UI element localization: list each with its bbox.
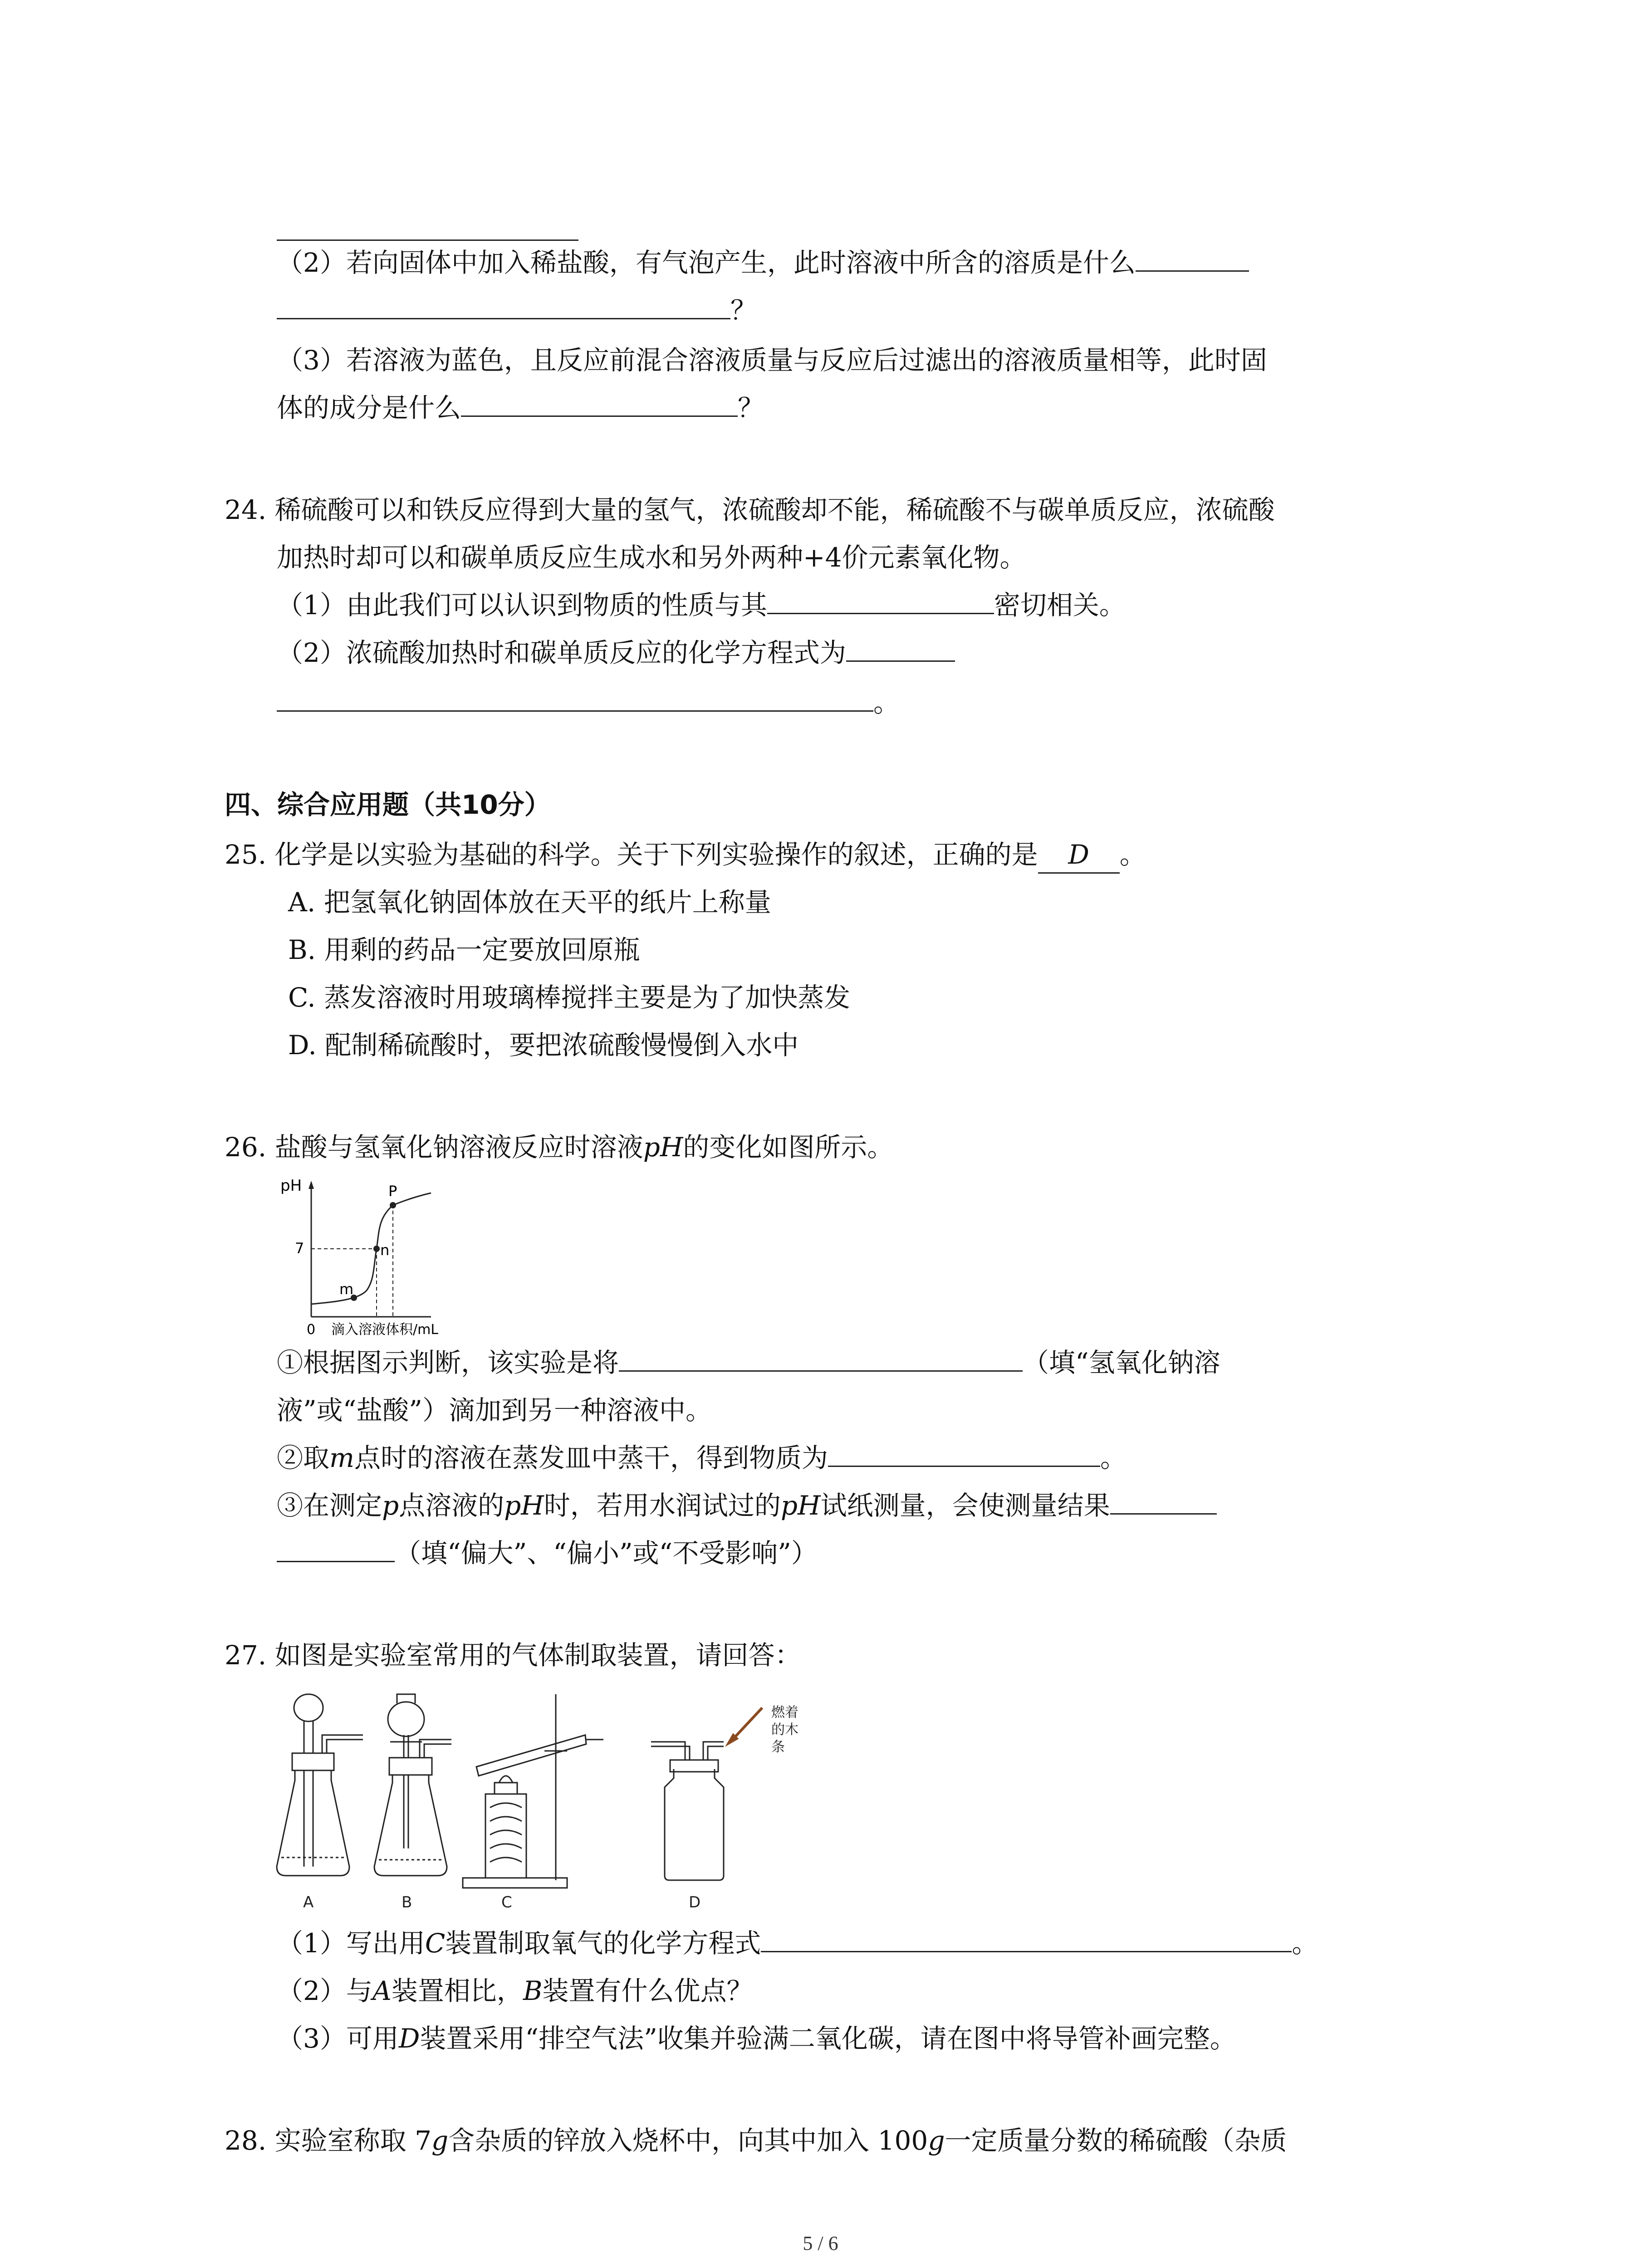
q24-part1: （1）由此我们可以认识到物质的性质与其 密切相关。 (277, 587, 1126, 623)
option-b: B. 用剩的药品一定要放回原瓶 (288, 934, 640, 965)
y-axis-label: pH (280, 1177, 302, 1195)
point-p (390, 1202, 396, 1208)
q23-part3-cont: 体的成分是什么 ？ (277, 390, 764, 425)
point-n (373, 1246, 380, 1252)
q26-stem: 26. 盐酸与氢氧化钠溶液反应时溶液pH的变化如图所示。 (225, 1132, 894, 1163)
answer-blank[interactable] (619, 1346, 1023, 1372)
apparatus-figure (272, 1685, 885, 1921)
q24-stem-cont: 加热时却可以和碳单质反应生成水和另外两种+4价元素氧化物。 (277, 542, 1026, 573)
label-n: n (380, 1242, 390, 1259)
label-b: B (402, 1893, 412, 1911)
stick-label-2: 的木 (771, 1722, 798, 1738)
q23-part3: （3）若溶液为蓝色，且反应前混合溶液质量与反应后过滤出的溶液质量相等，此时固 (277, 345, 1267, 376)
q23-part2: （2）若向固体中加入稀盐酸，有气泡产生，此时溶液中所含的溶质是什么 (277, 245, 1249, 280)
apparatus-svg (272, 1685, 885, 1921)
q27-part2: （2）与A装置相比，B装置有什么优点？ (277, 1975, 753, 2006)
label-c: C (501, 1893, 512, 1911)
label-m: m (339, 1281, 354, 1298)
q26-sub1-cont: 液”或“盐酸”）滴加到另一种溶液中。 (277, 1395, 712, 1426)
y-tick-7: 7 (295, 1240, 304, 1257)
answer-blank[interactable] (1136, 246, 1249, 272)
option-d: D. 配制稀硫酸时，要把浓硫酸慢慢倒入水中 (288, 1030, 799, 1061)
label-d: D (689, 1893, 701, 1911)
answer-blank[interactable] (767, 588, 994, 614)
q27-part3: （3）可用D装置采用“排空气法”收集并验满二氧化碳，请在图中将导管补画完整。 (277, 2023, 1236, 2054)
answer-blank[interactable] (1110, 1489, 1217, 1515)
apparatus-a (277, 1694, 363, 1876)
stick-label-1: 燃着 (771, 1705, 798, 1721)
answer-blank[interactable] (761, 1926, 1292, 1952)
answer-blank[interactable] (277, 686, 873, 712)
ph-chart-svg (272, 1173, 449, 1336)
q24-part2-cont: 。 (277, 685, 900, 720)
page-number: 5 / 6 (803, 2232, 838, 2254)
q23-part2-cont: ？ (277, 293, 757, 328)
q24-part2: （2）浓硫酸加热时和碳单质反应的化学方程式为 (277, 635, 955, 670)
stick-label-3: 条 (771, 1739, 785, 1755)
answer-blank[interactable] (828, 1441, 1100, 1467)
q26-sub2: ②取m点时的溶液在蒸发皿中蒸干，得到物质为 。 (277, 1440, 1127, 1476)
answer-blank-top[interactable] (277, 240, 578, 241)
q25-stem: 25. 化学是以实验为基础的科学。关于下列实验操作的叙述，正确的是 D 。 (225, 837, 1146, 874)
q28-stem: 28. 实验室称取 7g含杂质的锌放入烧杯中，向其中加入 100g一定质量分数的稀硫酸（杂质 (225, 2125, 1287, 2156)
q26-sub1: ①根据图示判断，该实验是将 （填“氢氧化钠溶 (277, 1345, 1220, 1380)
section-title: 四、综合应用题（共10分） (225, 789, 551, 820)
apparatus-d (651, 1708, 762, 1880)
answer-field[interactable]: D (1038, 837, 1120, 874)
y-axis-arrow (309, 1181, 314, 1189)
label-p: P (388, 1183, 397, 1200)
apparatus-c (463, 1694, 603, 1888)
q26-sub3-cont: （填“偏大”、“偏小”或“不受影响”） (277, 1535, 818, 1571)
option-a: A. 把氢氧化钠固体放在天平的纸片上称量 (288, 887, 771, 918)
label-a: A (303, 1893, 314, 1911)
q26-sub3: ③在测定p点溶液的pH时，若用水润试过的pH试纸测量，会使测量结果 (277, 1488, 1217, 1523)
option-c: C. 蒸发溶液时用玻璃棒搅拌主要是为了加快蒸发 (288, 982, 851, 1013)
q24-stem: 24. 稀硫酸可以和铁反应得到大量的氢气，浓硫酸却不能，稀硫酸不与碳单质反应，浓硫酸 (225, 494, 1275, 525)
answer-blank[interactable] (461, 391, 738, 417)
q27-stem: 27. 如图是实验室常用的气体制取装置，请回答： (225, 1640, 801, 1671)
ph-curve-chart (272, 1173, 449, 1336)
x-origin-label: 0 (307, 1322, 316, 1336)
answer-blank[interactable] (277, 1536, 395, 1562)
q27-part1: （1）写出用C装置制取氧气的化学方程式 。 (277, 1926, 1318, 1961)
apparatus-b (374, 1694, 451, 1876)
answer-blank[interactable] (277, 293, 730, 319)
answer-blank[interactable] (846, 636, 955, 662)
x-axis-label: 滴入溶液体积/mL (331, 1322, 439, 1336)
